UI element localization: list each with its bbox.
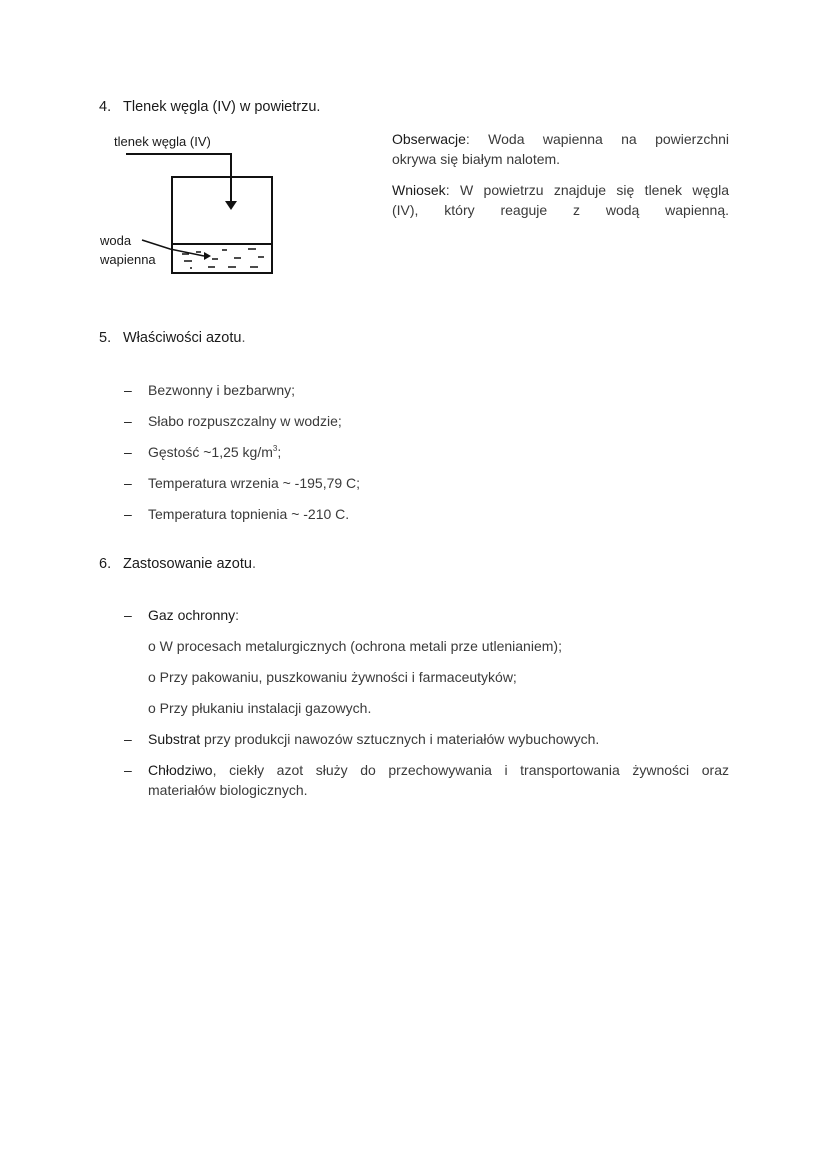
gas-inlet-line [126,154,231,204]
observation-label: Obserwacje [392,131,466,147]
sub-list-item: o Przy płukaniu instalacji gazowych. [148,700,372,716]
dash-icon: – [124,475,132,491]
sub-list-item: o Przy pakowaniu, puszkowaniu żywności i farmaceutyków; [148,669,517,685]
section-4-heading [99,99,320,115]
property-item: Słabo rozpuszczalny w wodzie; [148,413,342,429]
dash-icon: – [124,444,132,460]
limewater-diagram [100,148,280,280]
dash-icon: – [124,762,132,778]
section-number: 5. [99,330,112,346]
section-5-heading: 5. Właściwości azotu. [99,330,246,346]
section-title: Tlenek węgla (IV) w powietrzu. [123,99,321,115]
sub-list-item: o W procesach metalurgicznych (ochrona metali prze utlenianiem); [148,638,562,654]
use-protective-gas: Gaz ochronny: [148,607,240,623]
conclusion-label: Wniosek [392,182,446,198]
diagram-label-gas: tlenek węgla (IV) [114,134,211,149]
property-item: Temperatura wrzenia ~ -195,79 C; [148,475,361,491]
diagram-label-water-2: wapienna [100,252,156,267]
section-title: Zastosowanie azotu [123,556,252,572]
observation-block [392,129,729,169]
section-title: Właściwości azotu [123,330,242,346]
container-outline [172,177,272,273]
property-item: Bezwonny i bezbarwny; [148,382,296,398]
conclusion-line-2: (IV), który reaguje z wodą wapienną. [392,202,729,218]
section-number: 6. [99,556,112,572]
property-item: Temperatura topnienia ~ -210 C. [148,506,350,522]
dash-icon: – [124,607,132,623]
use-coolant: Chłodziwo, ciekły azot służy do przechowywania i transportowania żywności oraz materiałów biologicznych. [148,762,729,798]
conclusion-line-1: : W powietrzu znajduje się tlenek węgla [445,182,729,198]
dash-icon: – [124,382,132,398]
arrow-head-icon [225,201,237,210]
dash-icon: – [124,413,132,429]
dash-icon: – [124,506,132,522]
observation-line-2: okrywa się białym nalotem. [392,151,561,167]
observation-line-1: : Woda wapienna na powierzchni [465,131,729,147]
diagram-label-water-1: woda [100,233,132,248]
conclusion-block [392,180,729,220]
section-6-heading: 6. Zastosowanie azotu. [99,556,256,572]
use-substrate: Substrat przy produkcji nawozów sztucznych i materiałów wybuchowych. [148,731,600,747]
water-dashes [182,249,264,268]
pointer-arrow-icon [204,252,211,260]
dash-icon: – [124,731,132,747]
section-number: 4. [99,99,112,115]
property-item-density: Gęstość ~1,25 $kg/m^3$; [148,444,282,460]
